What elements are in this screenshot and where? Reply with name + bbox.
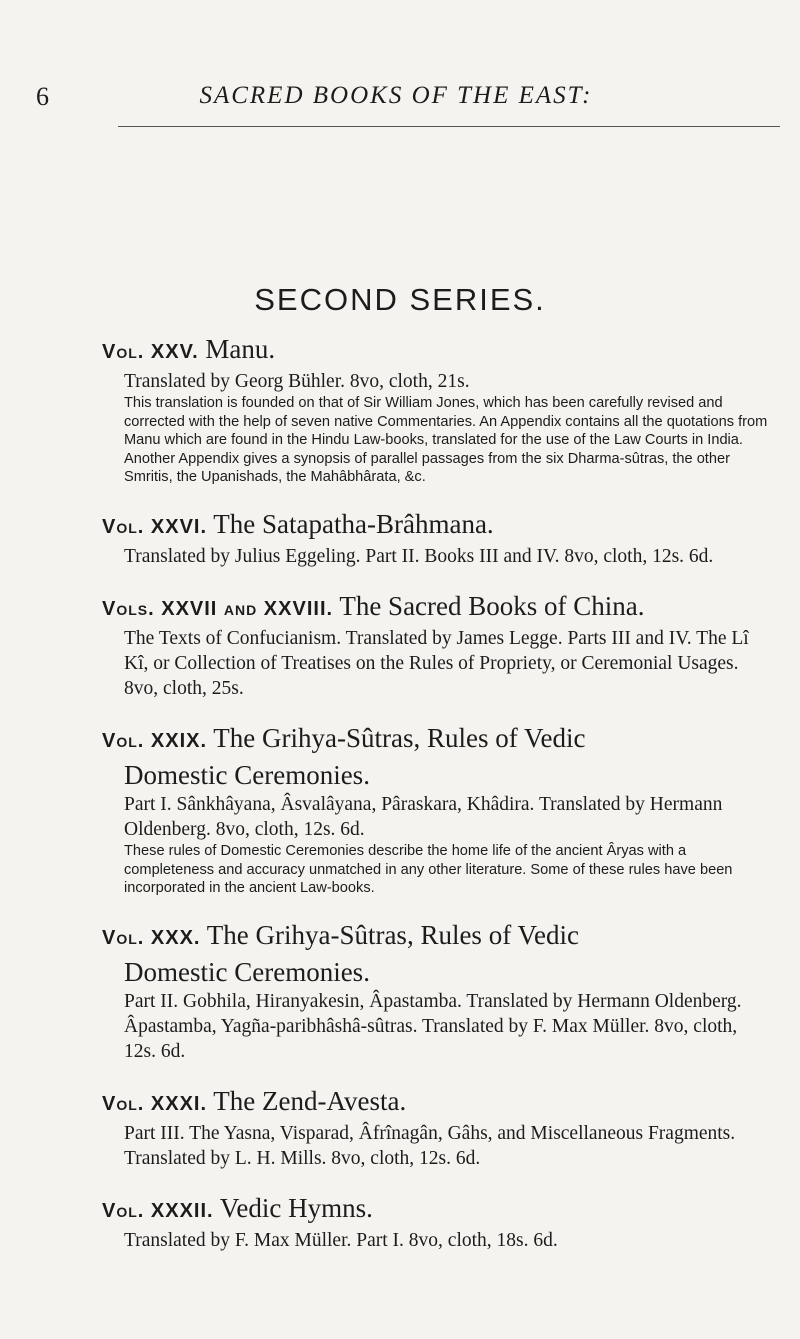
volume-note: These rules of Domestic Ceremonies describe the home life of the ancient Âryas with a completeness and accuracy unmatched in any other literature. Some of these rules have been incorporated in the ancient Law-books. (124, 842, 733, 897)
volume-entry (102, 1084, 770, 1171)
volume-list (102, 332, 770, 1273)
entry-heading (102, 332, 770, 369)
volume-details: Part II. Gobhila, Hiranyakesin, Âpastamba. Translated by Hermann Oldenberg. Âpastamba, Yagña-paribhâshâ-sûtras. Translated by F. Max Müller. 8vo, cloth, 12s. 6d. (124, 990, 742, 1062)
volume-details: Part I. Sânkhâyana, Âsvalâyana, Pâraskara, Khâdira. Translated by Hermann Oldenberg. 8vo, cloth, 12s. 6d. (124, 793, 723, 840)
volume-title: The Sacred Books of China. (339, 590, 645, 621)
volume-title: Manu. (205, 334, 276, 364)
header-rule (118, 126, 780, 127)
entry-heading (102, 1191, 770, 1228)
volume-number: Vol. XXXI. (102, 1092, 208, 1115)
volume-note: This translation is founded on that of Sir William Jones, which has been carefully revised and corrected with the help of seven native Commentaries. An Appendix contains all the quotations from Manu which are found in the Hindu Law-books, translated for the use of the Law Courts in India. Another Appendix gives a synopsis of parallel passages from the six Dharma-sûtras, the other Smritis, the Upanishads, the Mahâbhârata, &c. (124, 395, 768, 486)
volume-number: Vol. XXIX. (102, 729, 208, 752)
volume-entry (102, 918, 770, 1064)
entry-heading (102, 918, 770, 955)
volume-title: The Grihya-Sûtras, Rules of Vedic (206, 919, 579, 950)
page-number: 6 (36, 82, 49, 111)
volume-entry (102, 589, 770, 701)
volume-number: Vol. XXVI. (102, 515, 208, 538)
volume-details: Translated by F. Max Müller. Part I. 8vo, cloth, 18s. 6d. (124, 1229, 558, 1251)
series-title: SECOND SERIES. (254, 282, 546, 317)
volume-details: Translated by Julius Eggeling. Part II. Books III and IV. 8vo, cloth, 12s. 6d. (124, 545, 714, 567)
volume-number: Vols. XXVII and XXVIII. (102, 597, 334, 620)
running-title: SACRED BOOKS OF THE EAST: (199, 82, 593, 109)
volume-details: Part III. The Yasna, Visparad, Âfrînagân, Gâhs, and Miscellaneous Fragments. Translated by L. H. Mills. 8vo, cloth, 12s. 6d. (124, 1122, 736, 1169)
volume-entry (102, 1191, 770, 1253)
volume-number: Vol. XXXII. (102, 1199, 214, 1222)
volume-title: The Satapatha-Brâhmana. (213, 508, 494, 539)
entry-heading (102, 721, 770, 758)
volume-entry (102, 721, 770, 898)
volume-details: Translated by Georg Bühler. 8vo, cloth, 21s. (124, 371, 470, 392)
volume-title: The Grihya-Sûtras, Rules of Vedic (213, 722, 586, 753)
entry-heading (102, 1084, 770, 1121)
volume-details: The Texts of Confucianism. Translated by James Legge. Parts III and IV. The Lî Kî, or Collection of Treatises on the Rules of Propriety, or Ceremonial Usages. 8vo, cloth, 25s. (124, 627, 749, 699)
volume-title: Vedic Hymns. (219, 1192, 373, 1223)
entry-heading (102, 507, 770, 544)
volume-entry (102, 332, 770, 487)
page-header (36, 82, 756, 112)
volume-title: The Zend-Avesta. (213, 1085, 407, 1116)
volume-entry (102, 507, 770, 569)
volume-number: Vol. XXX. (102, 926, 201, 949)
volume-title-continued: Domestic Ceremonies. (124, 759, 370, 790)
entry-heading (102, 589, 770, 626)
volume-number: Vol. XXV. (102, 341, 199, 363)
volume-title-continued: Domestic Ceremonies. (124, 956, 370, 987)
